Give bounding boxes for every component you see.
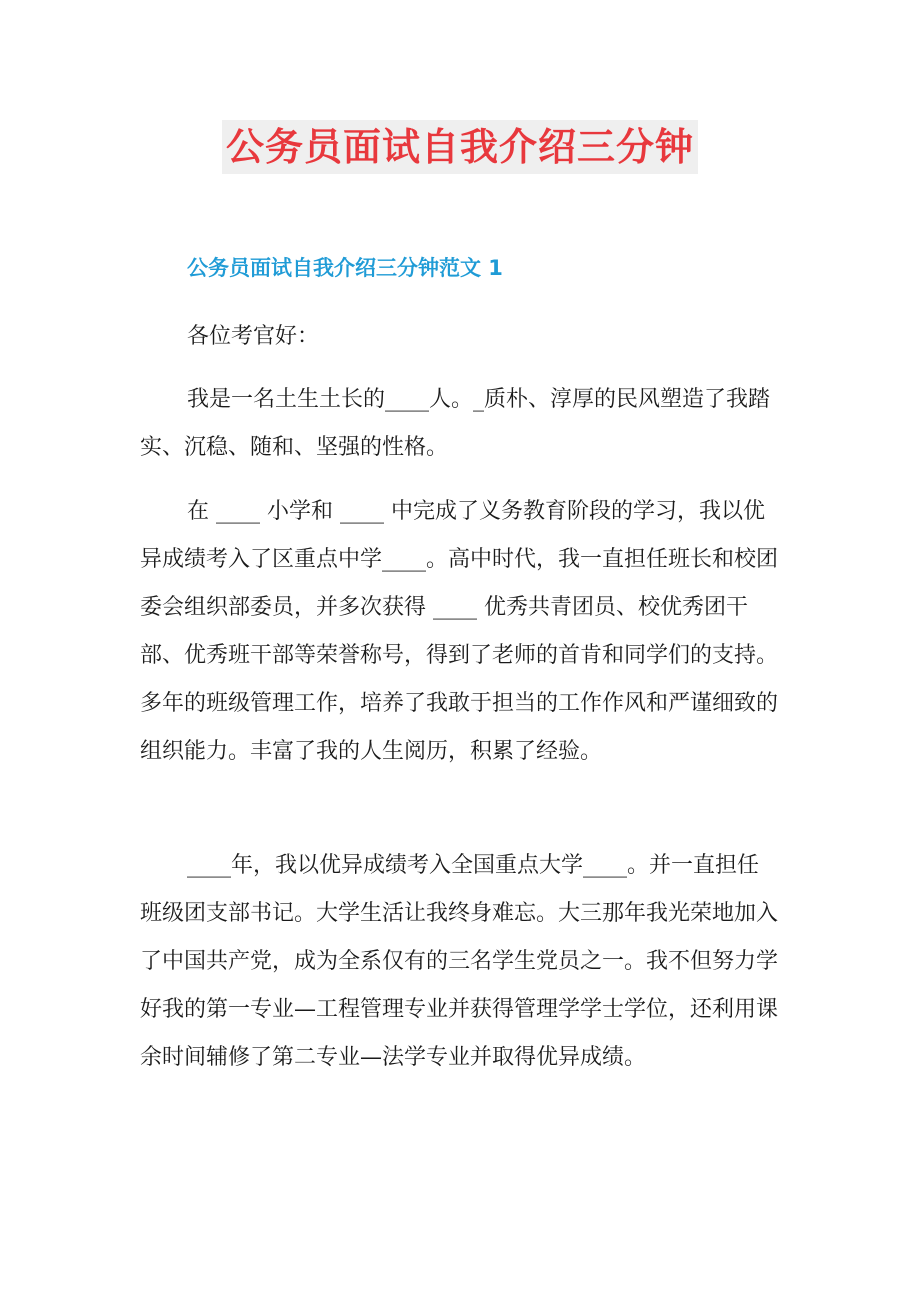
section-heading: 公务员面试自我介绍三分钟范文 1	[187, 256, 503, 280]
body-paragraph-1: 我是一名土生土长的____人。_质朴、淳厚的民风塑造了我踏实、沉稳、随和、坚强的性格。	[140, 387, 771, 460]
greeting-paragraph: 各位考官好：	[187, 324, 320, 349]
title-container	[0, 120, 920, 174]
document-title: 公务员面试自我介绍三分钟	[222, 120, 698, 174]
body-paragraph-3: ____年，我以优异成绩考入全国重点大学____。并一直担任班级团支部书记。大学生活让我终身难忘。大三那年我光荣地加入了中国共产党，成为全系仅有的三名学生党员之一。我不但努力学好我的第一专业—工程管理专业并获得管理学学士学位，还利用课余时间辅修了第二专业—法学专业并取得优异成绩。	[140, 853, 779, 1070]
body-paragraph-2: 在 ____ 小学和 ____ 中完成了义务教育阶段的学习，我以优异成绩考入了区重点中学____。高中时代，我一直担任班长和校团委会组织部委员，并多次获得 ____ 优秀共青团员、校优秀团干部、优秀班干部等荣誉称号，得到了老师的首肯和同学们的支持。多年的班级管理工作，培养了我敢于担当的工作作风和严谨细致的组织能力。丰富了我的人生阅历，积累了经验。	[140, 499, 779, 764]
